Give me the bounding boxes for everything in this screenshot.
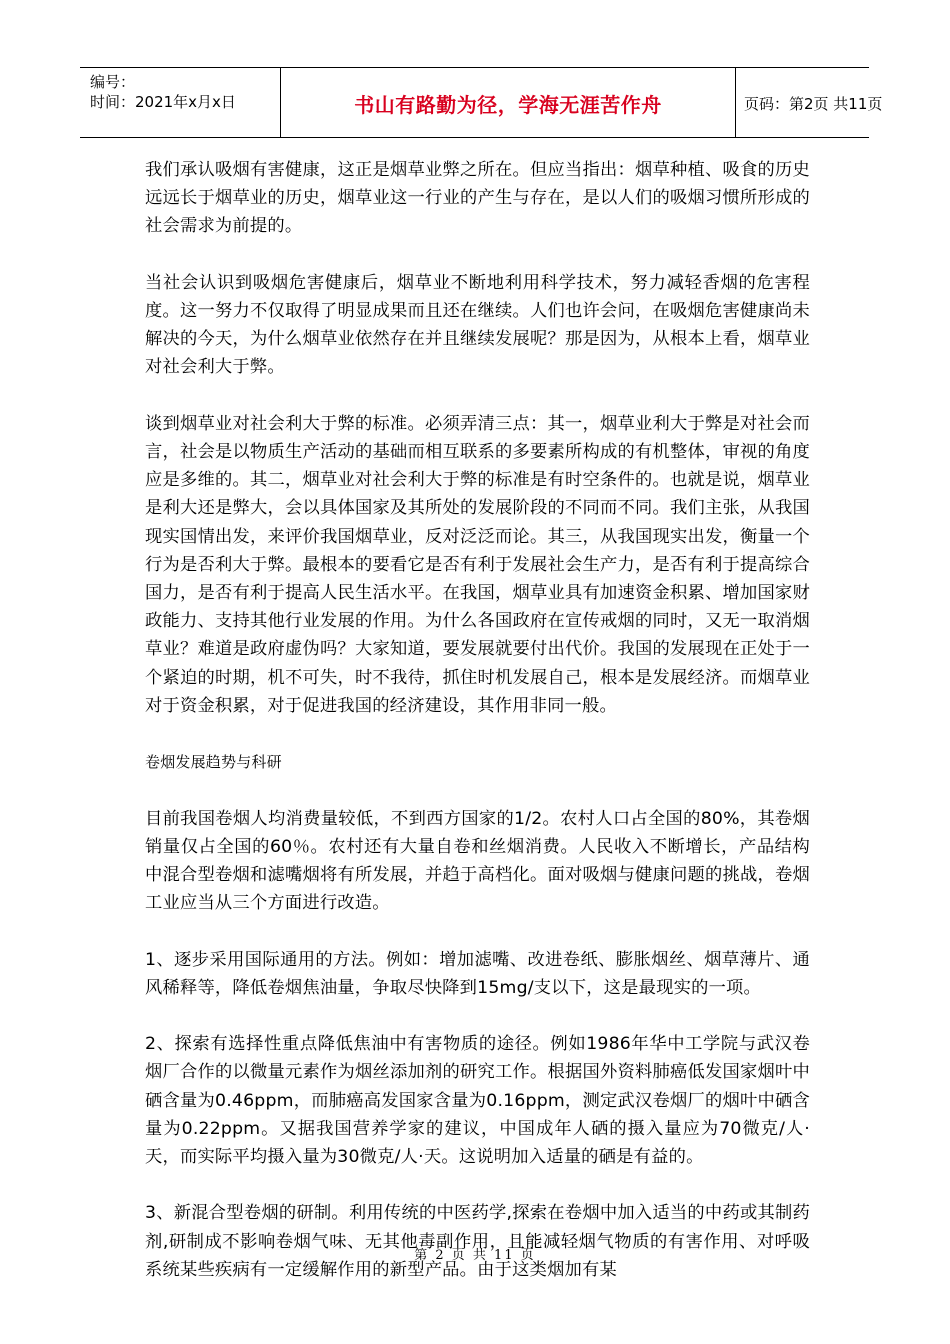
document-date-label: 时间：2021年x月x日 (90, 93, 236, 111)
section-heading: 卷烟发展趋势与科研 (145, 753, 282, 772)
document-header (80, 67, 883, 138)
list-item-paragraph: 3、新混合型卷烟的研制。利用传统的中医药学,探索在卷烟中加入适当的中药或其制药剂,研制成不影响卷烟气味、无其他毒副作用，且能减轻烟气物质的有害作用、对呼吸系统某些疾病有一定缓解作用的新型产品。由于这类烟加有某 (145, 1203, 810, 1280)
document-body (145, 156, 810, 1312)
document-number-label: 编号： (90, 73, 136, 91)
list-item-paragraph: 1、逐步采用国际通用的方法。例如：增加滤嘴、改进卷纸、膨胀烟丝、烟草薄片、通风稀释等，降低卷烟焦油量，争取尽快降到15mg/支以下，这是最现实的一项。 (145, 949, 810, 998)
body-paragraph: 当社会认识到吸烟危害健康后，烟草业不断地利用科学技术，努力减轻香烟的危害程度。这一努力不仅取得了明显成果而且还在继续。人们也许会问，在吸烟危害健康尚未解决的今天，为什么烟草业依然存在并且继续发展呢？那是因为，从根本上看，烟草业对社会利大于弊。 (145, 272, 810, 378)
header-page-cell (736, 68, 883, 137)
header-page-code: 页码：第2页 共11页 (744, 95, 883, 113)
body-paragraph: 我们承认吸烟有害健康，这正是烟草业弊之所在。但应当指出：烟草种植、吸食的历史远远长于烟草业的历史，烟草业这一行业的产生与存在，是以人们的吸烟习惯所形成的社会需求为前提的。 (145, 160, 810, 237)
body-paragraph: 谈到烟草业对社会利大于弊的标准。必须弄清三点：其一，烟草业利大于弊是对社会而言，社会是以物质生产活动的基础而相互联系的多要素所构成的有机整体，审视的角度应是多维的。其二，烟草业对社会利大于弊的标准是有时空条件的。也就是说，烟草业是利大还是弊大，会以具体国家及其所处的发展阶段的不同而不同。我们主张，从我国现实国情出发，来评价我国烟草业，反对泛泛而论。其三，从我国现实出发，衡量一个行为是否利大于弊。最根本的要看它是否有利于发展社会生产力，是否有利于提高综合国力，是否有利于提高人民生活水平。在我国，烟草业具有加速资金积累、增加国家财政能力、支持其他行业发展的作用。为什么各国政府在宣传戒烟的同时，又无一取消烟草业？难道是政府虚伪吗？大家知道，要发展就要付出代价。我国的发展现在正处于一个紧迫的时期，机不可失，时不我待，抓住时机发展自己，根本是发展经济。而烟草业对于资金积累，对于促进我国的经济建设，其作用非同一般。 (145, 413, 810, 716)
page-footer: 第 2 页 共 11 页 (414, 1248, 536, 1263)
list-item-paragraph: 2、探索有选择性重点降低焦油中有害物质的途径。例如1986年华中工学院与武汉卷烟厂合作的以微量元素作为烟丝添加剂的研究工作。根据国外资料肺癌低发国家烟叶中硒含量为0.46ppm，而肺癌高发国家含量为0.16ppm，测定武汉卷烟厂的烟叶中硒含量为0.22ppm。又据我国营养学家的建议，中国成年人硒的摄入量应为70微克/人·天，而实际平均摄入量为30微克/人·天。这说明加入适量的硒是有益的。 (145, 1034, 810, 1168)
header-motto-cell (281, 68, 736, 137)
header-meta-cell (80, 68, 281, 137)
body-paragraph: 目前我国卷烟人均消费量较低，不到西方国家的1/2。农村人口占全国的80%，其卷烟销量仅占全国的60％。农村还有大量自卷和丝烟消费。人民收入不断增长，产品结构中混合型卷烟和滤嘴烟将有所发展，并趋于高档化。面对吸烟与健康问题的挑战，卷烟工业应当从三个方面进行改造。 (145, 808, 810, 914)
header-motto: 书山有路勤为径，学海无涯苦作舟 (354, 93, 662, 117)
